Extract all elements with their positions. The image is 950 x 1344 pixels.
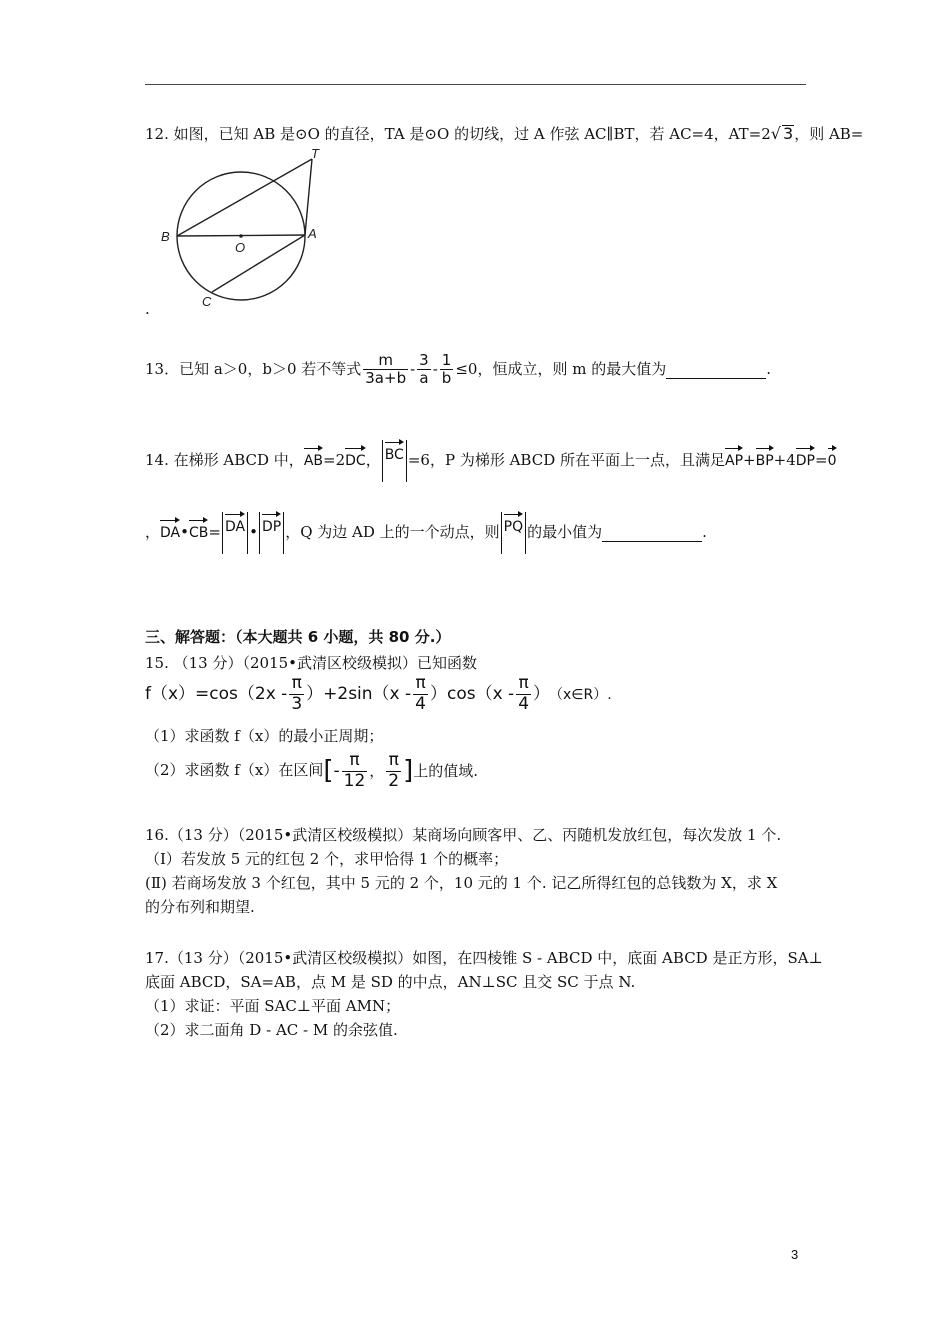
- abs-dp: [259, 512, 284, 554]
- q15-formula: [145, 674, 612, 714]
- frac-num: π: [386, 751, 401, 772]
- q17-line1: 17.（13 分）（2015•武清区校级模拟）如图，在四棱锥 S - ABCD 中，底面 ABCD 是正方形，SA⊥: [145, 949, 823, 967]
- eq-sign: =: [208, 523, 221, 541]
- q13-prefix: 13．已知 a＞0，b＞0 若不等式: [145, 359, 362, 378]
- abs-da: [222, 512, 248, 554]
- q15-head: 15. （13 分）（2015•武清区校级模拟）已知函数: [145, 654, 478, 672]
- frac-num: π: [289, 674, 304, 695]
- frac-den: a: [419, 369, 429, 388]
- q12-tail: .: [145, 300, 150, 318]
- vector-bc: BC: [385, 440, 404, 462]
- q16-line3: (Ⅱ) 若商场发放 3 个红包，其中 5 元的 2 个，10 元的 1 个. 记乙所得红包的总钱数为 X，求 X: [145, 874, 778, 892]
- frac-pi-2: [386, 751, 401, 791]
- formula-part: ）+2sin（x -: [306, 684, 412, 705]
- minus-sign: -: [333, 760, 340, 781]
- header-rule: [145, 84, 806, 85]
- formula-part: f（x）=cos（2x -: [145, 684, 288, 705]
- q12-sqrt-value: 3: [783, 124, 794, 143]
- q12-text: [145, 124, 863, 143]
- frac-num: m: [363, 352, 408, 370]
- comma: ，: [145, 523, 161, 541]
- q13-suffix: ≤0，恒成立，则 m 的最大值为: [455, 359, 667, 378]
- q16-line2: （Ⅰ）若发放 5 元的红包 2 个，求甲恰得 1 个的概率；: [145, 850, 509, 868]
- vector-dp-2: DP: [262, 512, 281, 534]
- label-t: T: [311, 146, 319, 161]
- plus-sign: +: [743, 451, 756, 469]
- q15-p2-suffix: 上的值域.: [413, 762, 479, 781]
- dot-sign: •: [249, 523, 258, 541]
- q13-tail: .: [766, 359, 771, 378]
- vector-da: DA: [160, 518, 180, 540]
- q15-part1: （1）求函数 f（x）的最小正周期；: [145, 727, 384, 745]
- q15-part2: [145, 751, 478, 791]
- q14-line2: [145, 512, 707, 554]
- label-o: O: [235, 240, 246, 255]
- q12-prefix: 12. 如图，已知 AB 是⊙O 的直径，TA 是⊙O 的切线，过 A 作弦 AC∥BT，若 AC=4，AT=2: [145, 125, 771, 143]
- vector-ap: AP: [725, 446, 743, 468]
- frac-den: 4: [415, 693, 426, 714]
- right-bracket: ]: [403, 755, 414, 786]
- q17-line4: （2）求二面角 D - AC - M 的余弦值.: [145, 1021, 398, 1039]
- center-dot: [239, 234, 243, 238]
- q14-tail: .: [702, 523, 707, 541]
- q13-frac-1: [363, 352, 408, 388]
- left-bracket: [: [323, 755, 334, 786]
- vector-cb: CB: [189, 518, 208, 540]
- formula-part: ）: [533, 684, 551, 705]
- sqrt-sign: √: [770, 124, 781, 143]
- q14-prefix: 14. 在梯形 ABCD 中，: [145, 451, 304, 469]
- vector-pq: PQ: [504, 512, 523, 534]
- minus-sign: -: [410, 359, 416, 378]
- q13-text: [145, 352, 771, 388]
- q15-p2-prefix: （2）求函数 f（x）在区间: [145, 761, 324, 780]
- frac-num: π: [342, 751, 368, 772]
- q13-frac-3: [440, 352, 454, 388]
- abs-bc: [382, 440, 407, 482]
- label-c: C: [202, 294, 212, 309]
- frac-den: 3: [291, 693, 303, 714]
- frac-pi-3: [289, 674, 304, 714]
- minus-sign: -: [432, 359, 438, 378]
- vector-dc: DC: [345, 446, 366, 468]
- plus-four: +4: [773, 451, 796, 469]
- comma: ，: [369, 762, 385, 781]
- q13-frac-2: [417, 352, 431, 388]
- q14-answer-blank[interactable]: [602, 523, 702, 542]
- q12-suffix: ，则 AB=: [794, 125, 864, 143]
- frac-num: 1: [441, 351, 452, 369]
- q14-line1: [145, 440, 837, 482]
- page-number: 3: [791, 1247, 799, 1262]
- comma: ，: [365, 451, 381, 469]
- frac-num: π: [413, 674, 428, 695]
- line-at: [305, 159, 312, 235]
- frac-den: b: [441, 369, 452, 388]
- q14-mid-text: =6，P 为梯形 ABCD 所在平面上一点，且满足: [407, 451, 725, 469]
- q13-answer-blank[interactable]: [666, 360, 766, 379]
- frac-num: π: [516, 674, 531, 695]
- dot-sign: •: [180, 523, 189, 541]
- q17-line3: （1）求证：平面 SAC⊥平面 AMN；: [145, 997, 401, 1015]
- q16-line4: 的分布列和期望.: [145, 898, 255, 916]
- line-ac: [212, 235, 305, 292]
- frac-pi-4-b: [516, 674, 531, 714]
- q16-line1: 16.（13 分）（2015•武清区校级模拟）某商场向顾客甲、乙、丙随机发放红包，每次发放 1 个.: [145, 826, 782, 844]
- section3-title: 三、解答题：（本大题共 6 小题，共 80 分.）: [145, 628, 451, 646]
- frac-den: 2: [388, 770, 400, 791]
- eq-text: =2: [323, 451, 346, 469]
- eq-sign: =: [815, 451, 828, 469]
- vector-da-2: DA: [225, 512, 245, 534]
- vector-bp: BP: [756, 446, 774, 468]
- vector-ab: AB: [304, 446, 323, 468]
- abs-pq: [501, 512, 526, 554]
- q17-line2: 底面 ABCD，SA=AB，点 M 是 SD 的中点，AN⊥SC 且交 SC 于点 N.: [145, 973, 636, 991]
- q14-suffix: 的最小值为: [527, 523, 603, 541]
- label-a: A: [308, 226, 317, 241]
- frac-pi-4: [413, 674, 428, 714]
- q12-figure: [155, 142, 335, 312]
- frac-den: 4: [518, 693, 530, 714]
- label-b: B: [161, 229, 170, 244]
- frac-pi-12: [342, 751, 368, 791]
- formula-domain: （x∈R）.: [556, 687, 612, 704]
- frac-den: 3a+b: [365, 369, 407, 388]
- frac-num: 3: [419, 351, 429, 369]
- formula-part: ）cos（x -: [429, 684, 515, 705]
- vector-zero: 0: [828, 446, 837, 468]
- vector-dp: DP: [796, 446, 815, 468]
- frac-den: 12: [343, 770, 366, 791]
- q14-mid: ，Q 为边 AD 上的一个动点，则: [285, 523, 500, 541]
